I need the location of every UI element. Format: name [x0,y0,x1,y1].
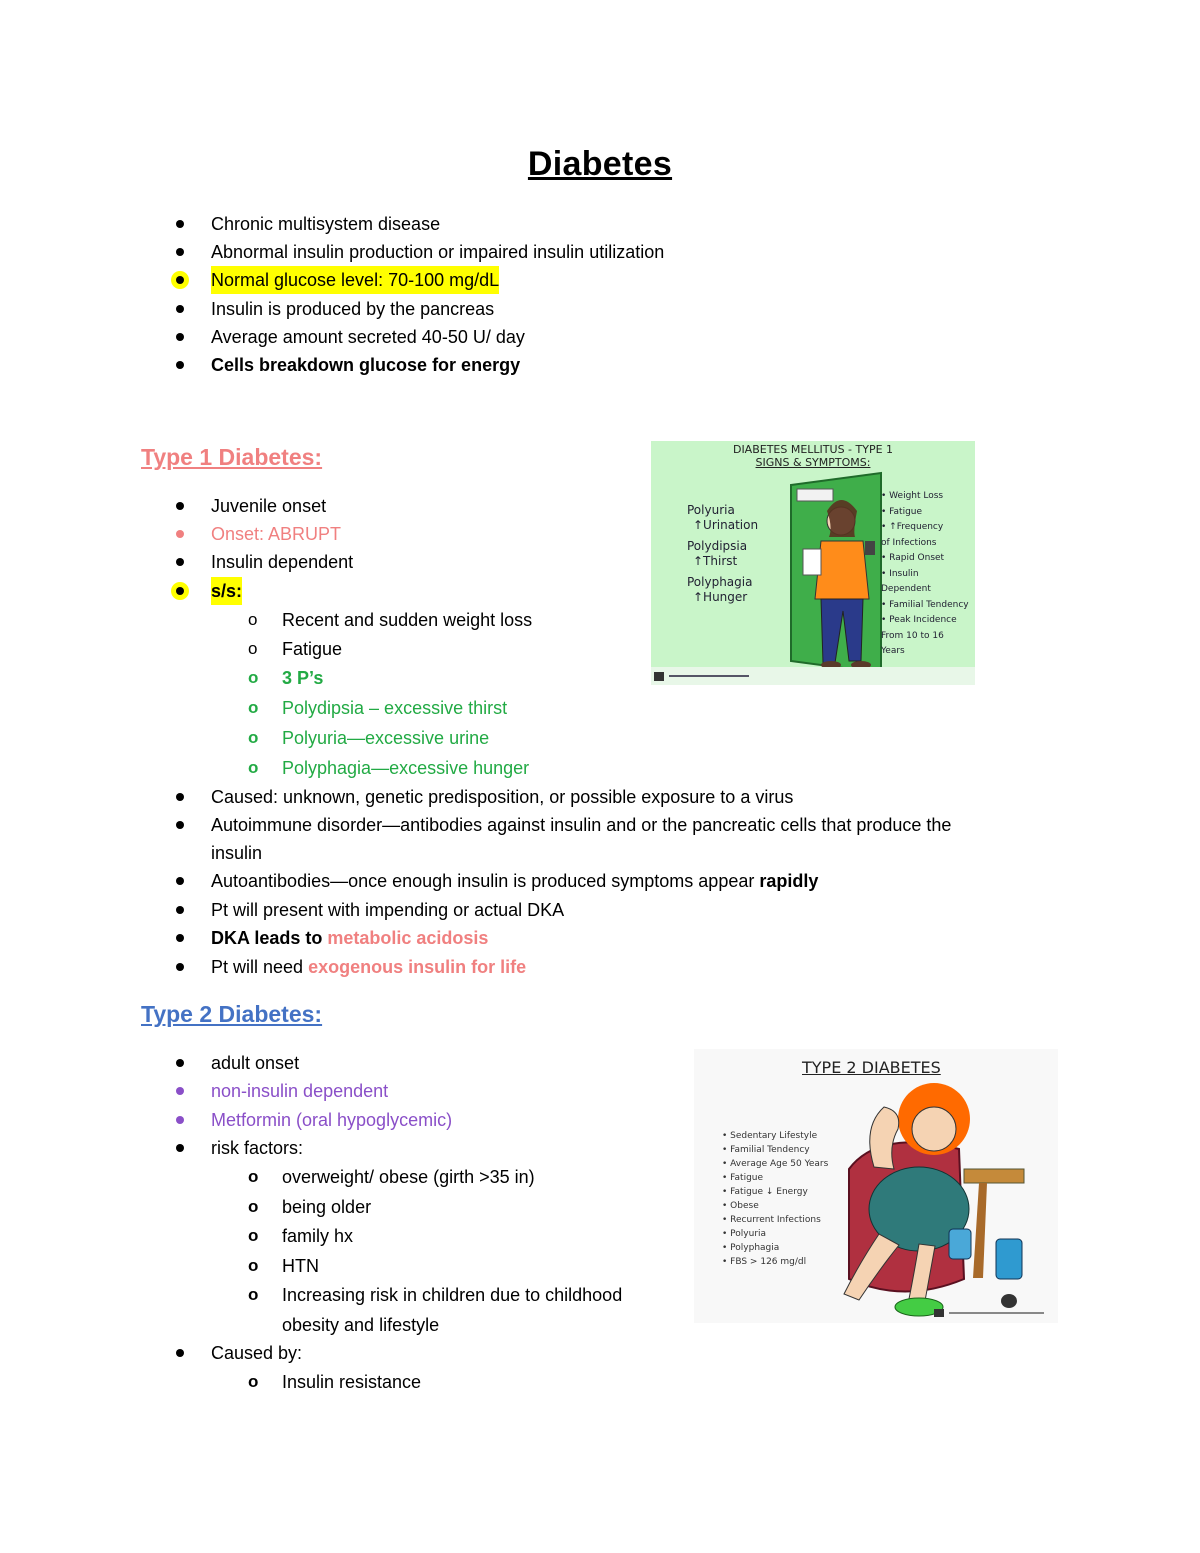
bullet-icon [176,587,184,595]
bullet-icon [176,1144,184,1152]
sub-list-item: o overweight/ obese (girth >35 in) [0,1163,680,1191]
list-item: Average amount secreted 40-50 U/ day [0,323,1200,351]
bullet-icon [176,248,184,256]
sub-list-item: o Increasing risk in children due to childhood [0,1281,680,1309]
bullet-icon [176,934,184,942]
sub-list-item: o Polyphagia—excessive hunger [0,754,640,782]
list-item: Chronic multisystem disease [0,210,1200,238]
list-item: Abnormal insulin production or impaired insulin utilization [0,238,1200,266]
bullet-icon [176,1349,184,1357]
bullet-icon [176,877,184,885]
type1-heading: Type 1 Diabetes: [141,444,323,470]
bullet-icon [176,558,184,566]
list-item: Caused: unknown, genetic predisposition, or possible exposure to a virus [0,783,1200,811]
list-item-continuation: insulin [211,843,263,863]
list-item: adult onset [0,1049,680,1077]
type2-illustration [694,1049,1058,1323]
figure-right-list: • Weight Loss • Fatigue • ↑Frequency of Infections • Rapid Onset • Insulin Dependent • Familial Tendency • Peak Incidence From 10 to 16 Years [881,491,969,656]
bullet-icon [176,361,184,369]
sub-bullet-icon: o [248,1256,259,1275]
publisher-logo-icon [934,1309,944,1317]
list-item: DKA leads to metabolic acidosis [0,924,1200,952]
type2-heading: Type 2 Diabetes: [141,1001,323,1027]
sub-list-item: o Fatigue [0,635,640,663]
figure-title: DIABETES MELLITUS - TYPE 1 SIGNS & SYMPTOMS: [732,443,894,469]
bullet-icon [176,502,184,510]
figure-list: • Sedentary Lifestyle • Familial Tendency • Average Age 50 Years • Fatigue • Fatigue ↓ Energy • Obese • Recurrent Infections • Polyuria • Polyphagia • FBS > 126 mg/dl [722,1131,829,1267]
list-item: Pt will present with impending or actual DKA [0,896,1200,924]
bullet-icon [176,530,184,538]
sub-bullet-icon: o [248,1372,259,1391]
bullet-icon [176,1059,184,1067]
page-title: Diabetes [527,145,673,183]
sub-bullet-icon: o [248,610,258,629]
bullet-icon [176,305,184,313]
sub-list-item: o Insulin resistance [0,1368,680,1396]
list-item: Onset: ABRUPT [0,520,640,548]
sub-list-item: o 3 P’s [0,664,640,692]
sub-bullet-icon: o [248,1197,259,1216]
list-item [0,266,1200,294]
list-item: Autoantibodies—once enough insulin is produced symptoms appear rapidly [0,867,1200,895]
figure-credit-line [669,675,749,677]
bullet-icon [176,1087,184,1095]
sub-bullet-icon: o [248,668,259,687]
sub-list-item: o HTN [0,1252,680,1280]
sub-list-item: o being older [0,1193,680,1221]
highlighted-text: Normal glucose level: 70-100 mg/dL [211,266,499,294]
bullet-icon [176,821,184,829]
sub-list-item: o Polydipsia – excessive thirst [0,694,640,722]
list-item: Pt will need exogenous insulin for life [0,953,1200,981]
highlighted-text: s/s: [211,577,242,605]
sub-bullet-icon: o [248,1226,259,1245]
type1-illustration [651,441,975,685]
list-item: non-insulin dependent [0,1077,680,1105]
figure-left-labels: Polyuria ↑Urination Polydipsia ↑Thirst Polyphagia ↑Hunger [687,503,759,604]
bullet-icon [176,906,184,914]
sub-list-item: o Polyuria—excessive urine [0,724,640,752]
figure-title: TYPE 2 DIABETES [802,1058,941,1077]
sub-bullet-icon: o [248,758,259,777]
sub-bullet-icon: o [248,1167,259,1186]
sub-bullet-icon: o [248,698,259,717]
sub-bullet-icon: o [248,728,259,747]
list-item: Autoimmune disorder—antibodies against insulin and or the pancreatic cells that produce the [0,811,1200,839]
sub-list-item: o Recent and sudden weight loss [0,606,640,634]
sub-list-item: o family hx [0,1222,680,1250]
publisher-logo-icon [654,672,664,681]
bullet-icon [176,963,184,971]
list-item: Juvenile onset [0,492,640,520]
list-item: Cells breakdown glucose for energy [0,351,1200,379]
bullet-icon [176,276,184,284]
bullet-icon [176,793,184,801]
bullet-icon [176,1116,184,1124]
sub-list-item-continuation: obesity and lifestyle [282,1315,440,1335]
list-item [0,577,640,605]
list-item: Caused by: [0,1339,680,1367]
list-item: Insulin is produced by the pancreas [0,295,1200,323]
list-item: Insulin dependent [0,548,640,576]
bullet-icon [176,220,184,228]
bullet-icon [176,333,184,341]
sub-bullet-icon: o [248,1285,259,1304]
figure-credit-line [949,1312,1044,1314]
list-item: Metformin (oral hypoglycemic) [0,1106,680,1134]
list-item: risk factors: [0,1134,680,1162]
sub-bullet-icon: o [248,639,258,658]
